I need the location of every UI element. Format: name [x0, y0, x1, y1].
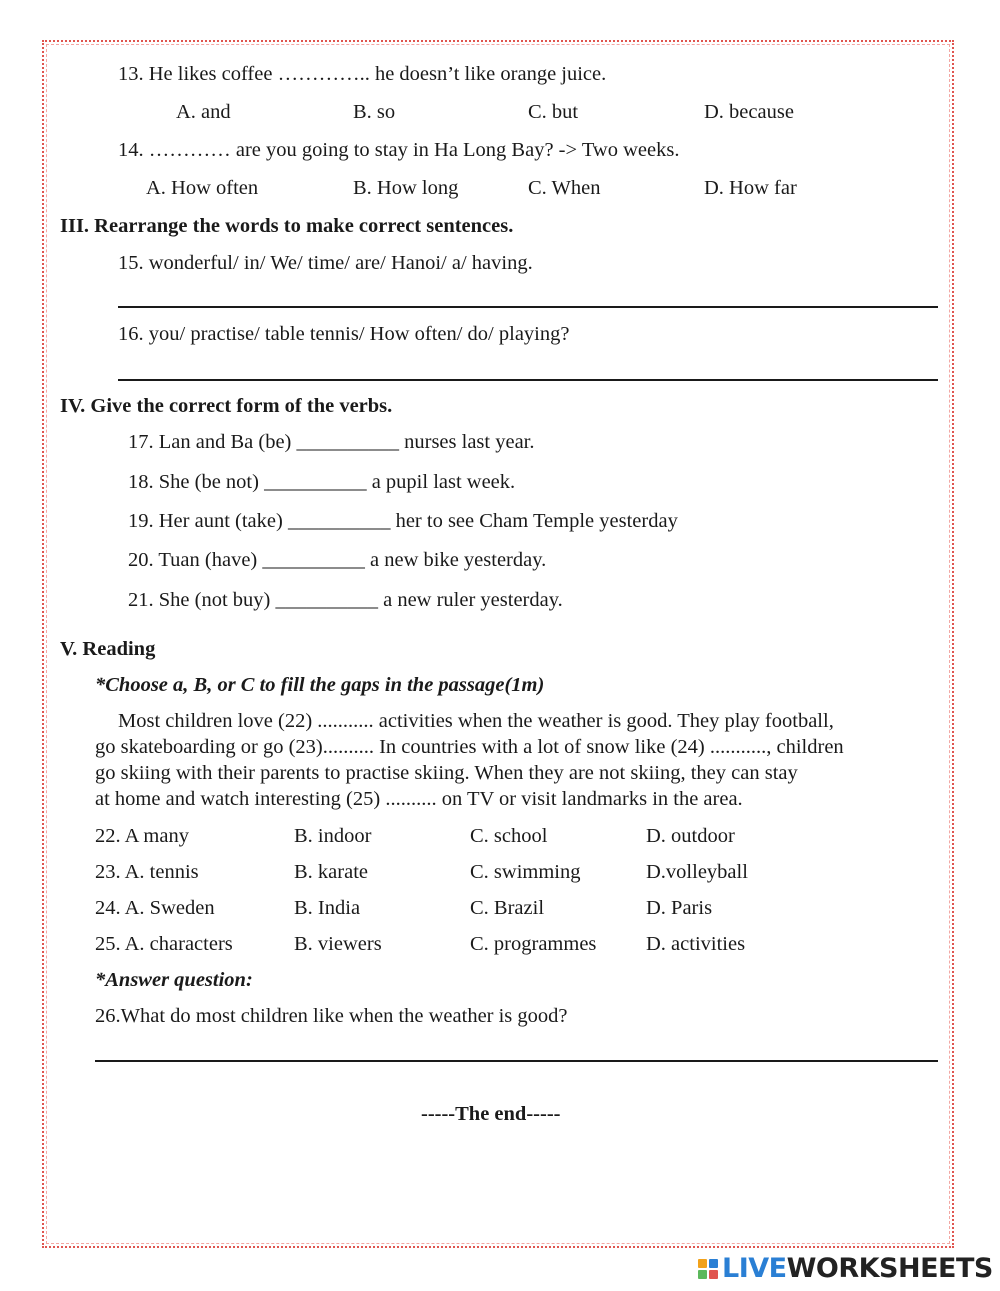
- q23-option-b[interactable]: B. karate: [294, 861, 368, 883]
- question-16: 16. you/ practise/ table tennis/ How often/ do/ playing?: [118, 323, 570, 345]
- q13-option-d[interactable]: D. because: [704, 101, 794, 123]
- question-18: 18. She (be not) __________ a pupil last week.: [128, 471, 516, 493]
- q23-option-c[interactable]: C. swimming: [470, 861, 581, 883]
- q23-option-a[interactable]: 23. A. tennis: [95, 861, 199, 883]
- question-19: 19. Her aunt (take) __________ her to see Cham Temple yesterday: [128, 510, 678, 532]
- section-4-heading: IV. Give the correct form of the verbs.: [60, 395, 393, 417]
- q24-option-a[interactable]: 24. A. Sweden: [95, 897, 215, 919]
- logo-text: [722, 1254, 993, 1284]
- question-15: 15. wonderful/ in/ We/ time/ are/ Hanoi/ a/ having.: [118, 252, 533, 274]
- answer-line-15[interactable]: [118, 306, 938, 308]
- question-13: 13. He likes coffee ………….. he doesn’t like orange juice.: [118, 63, 607, 85]
- reading-instruction: *Choose a, B, or C to fill the gaps in the passage(1m): [95, 674, 545, 696]
- end-text: -----The end-----: [421, 1103, 561, 1125]
- liveworksheets-logo: [698, 1254, 993, 1284]
- q14-option-b[interactable]: B. How long: [353, 177, 459, 199]
- logo-block-1: [698, 1259, 707, 1268]
- q25-option-b[interactable]: B. viewers: [294, 933, 382, 955]
- logo-text-worksheets: WORKSHEETS: [786, 1253, 993, 1284]
- answer-question-heading: *Answer question:: [95, 969, 253, 991]
- q13-option-c[interactable]: C. but: [528, 101, 579, 123]
- logo-block-4: [709, 1270, 718, 1279]
- logo-block-3: [698, 1270, 707, 1279]
- section-5-heading: V. Reading: [60, 638, 156, 660]
- q22-option-c[interactable]: C. school: [470, 825, 548, 847]
- q25-option-d[interactable]: D. activities: [646, 933, 746, 955]
- q24-option-b[interactable]: B. India: [294, 897, 361, 919]
- answer-line-16[interactable]: [118, 379, 938, 381]
- section-3-heading: III. Rearrange the words to make correct sentences.: [60, 215, 514, 237]
- q25-option-c[interactable]: C. programmes: [470, 933, 597, 955]
- logo-block-2: [709, 1259, 718, 1268]
- question-21: 21. She (not buy) __________ a new ruler yesterday.: [128, 589, 563, 611]
- logo-text-live: LIVE: [722, 1253, 787, 1284]
- passage-line-3: go skiing with their parents to practise skiing. When they are not skiing, they can stay: [95, 762, 798, 784]
- logo-blocks-icon: [698, 1259, 718, 1279]
- passage-line-2: go skateboarding or go (23).......... In countries with a lot of snow like (24) ..........., children: [95, 736, 844, 758]
- q23-option-d[interactable]: D.volleyball: [646, 861, 748, 883]
- q14-option-a[interactable]: A. How often: [146, 177, 259, 199]
- q24-option-c[interactable]: C. Brazil: [470, 897, 545, 919]
- q14-option-c[interactable]: C. When: [528, 177, 601, 199]
- passage-line-4: at home and watch interesting (25) .......... on TV or visit landmarks in the area.: [95, 788, 743, 810]
- q22-option-a[interactable]: 22. A many: [95, 825, 189, 847]
- passage-line-1: Most children love (22) ........... activities when the weather is good. They play football,: [118, 710, 834, 732]
- answer-line-26[interactable]: [95, 1060, 938, 1062]
- q14-option-d[interactable]: D. How far: [704, 177, 797, 199]
- q24-option-d[interactable]: D. Paris: [646, 897, 713, 919]
- q13-option-b[interactable]: B. so: [353, 101, 396, 123]
- q25-option-a[interactable]: 25. A. characters: [95, 933, 233, 955]
- question-17: 17. Lan and Ba (be) __________ nurses last year.: [128, 431, 535, 453]
- question-26: 26.What do most children like when the weather is good?: [95, 1005, 568, 1027]
- q13-option-a[interactable]: A. and: [176, 101, 231, 123]
- q22-option-d[interactable]: D. outdoor: [646, 825, 735, 847]
- q22-option-b[interactable]: B. indoor: [294, 825, 372, 847]
- question-20: 20. Tuan (have) __________ a new bike yesterday.: [128, 549, 547, 571]
- question-14: 14. ………… are you going to stay in Ha Long Bay? -> Two weeks.: [118, 139, 680, 161]
